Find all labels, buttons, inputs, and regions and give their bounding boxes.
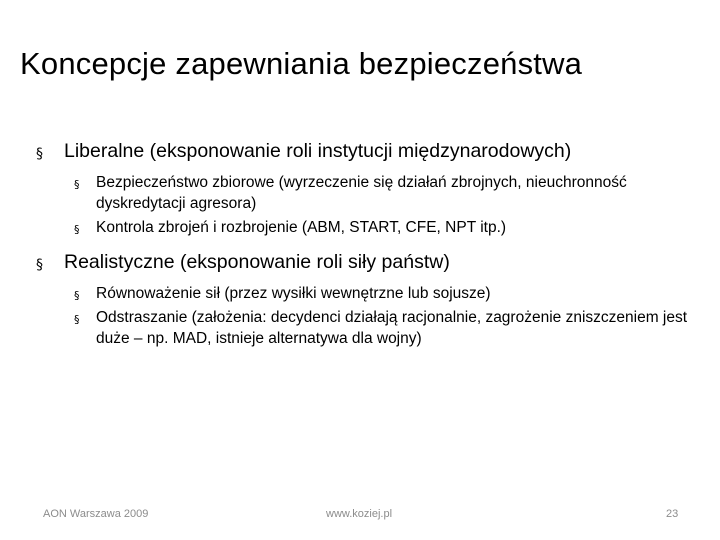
bullet-list — [36, 138, 696, 352]
sub-bullet — [74, 307, 696, 349]
sub-bullet — [74, 172, 696, 214]
sub-bullet-text: Kontrola zbrojeń i rozbrojenie (ABM, START, CFE, NPT itp.) — [96, 219, 507, 236]
bullet-marker-icon: § — [74, 178, 80, 191]
sub-bullet — [74, 217, 696, 238]
bullet-realist — [36, 249, 696, 275]
bullet-marker-icon: § — [74, 289, 80, 302]
sub-bullet-text: Bezpieczeństwo zbiorowe (wyrzeczenie się działań zbrojnych, nieuchronność dyskredytacji agresora) — [96, 174, 627, 212]
sub-bullet-text: Odstraszanie (założenia: decydenci działają racjonalnie, zagrożenie zniszczeniem jest duże – np. MAD, istnieje alternatywa dla wojny) — [96, 309, 688, 347]
page-number: 23 — [666, 508, 679, 520]
bullet-marker-icon: § — [36, 257, 43, 273]
bullet-text: Liberalne (eksponowanie roli instytucji międzynarodowych) — [64, 140, 572, 162]
sub-bullet — [74, 283, 696, 304]
bullet-liberal — [36, 138, 696, 164]
bullet-marker-icon: § — [74, 313, 80, 326]
bullet-marker-icon: § — [74, 223, 80, 236]
sub-bullet-text: Równoważenie sił (przez wysiłki wewnętrzne lub sojusze) — [96, 285, 491, 302]
bullet-marker-icon: § — [36, 146, 43, 162]
slide-title: Koncepcje zapewniania bezpieczeństwa — [20, 46, 583, 81]
footer-website: www.koziej.pl — [326, 508, 393, 520]
footer-source: AON Warszawa 2009 — [43, 508, 149, 520]
bullet-text: Realistyczne (eksponowanie roli siły państw) — [64, 251, 450, 273]
